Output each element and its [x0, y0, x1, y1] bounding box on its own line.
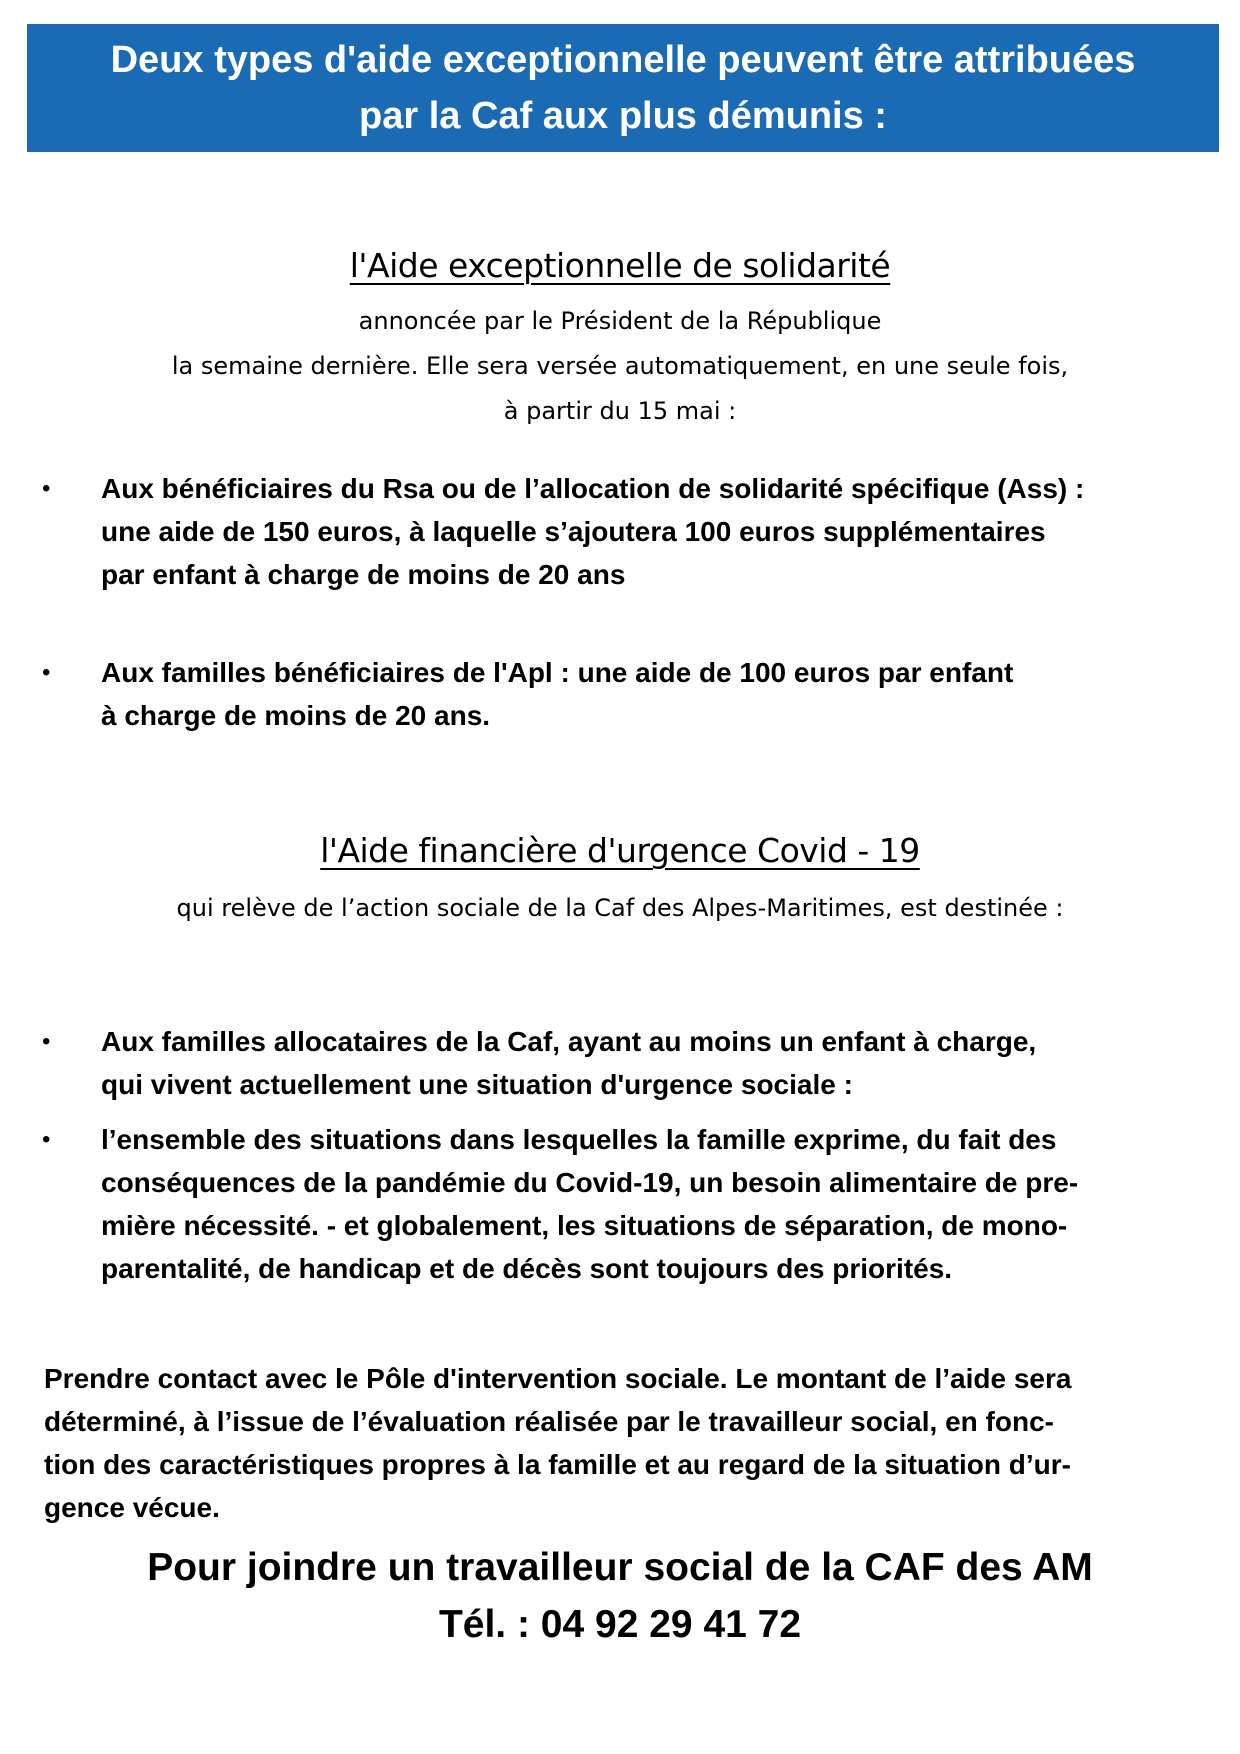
section1-bullet-2-line-2: à charge de moins de 20 ans. [101, 700, 491, 731]
section2-bullet-1-line-2: qui vivent actuellement une situation d'urgence sociale : [101, 1069, 853, 1100]
contact-phone: Tél. : 04 92 29 41 72 [438, 1603, 802, 1646]
section2-intro [0, 886, 1240, 931]
section1-title: l'Aide exceptionnelle de solidarité [349, 246, 891, 285]
section2-bullet-2-line-2: conséquences de la pandémie du Covid-19, un besoin alimentaire de pre- [101, 1167, 1079, 1198]
section2-title: l'Aide financière d'urgence Covid - 19 [320, 831, 920, 870]
section1-intro-line-2: la semaine dernière. Elle sera versée automatiquement, en une seule fois, [171, 352, 1069, 380]
section1-bullet-1 [40, 467, 1210, 596]
section1-bullet-2 [40, 651, 1210, 737]
bullet-icon: • [42, 1028, 51, 1055]
section2-intro-line: qui relève de l’action sociale de la Caf des Alpes-Maritimes, est destinée : [176, 894, 1064, 922]
section2-bullet-1 [40, 1020, 1210, 1106]
section1-intro-line-1: annoncée par le Président de la République [358, 307, 882, 335]
section2-bullet-2-line-4: parentalité, de handicap et de décès sont toujours des priorités. [101, 1253, 953, 1284]
closing-line-3: tion des caractéristiques propres à la famille et au regard de la situation d’ur- [44, 1449, 1071, 1480]
section1-bullet-1-line-2: une aide de 150 euros, à laquelle s’ajoutera 100 euros supplémentaires [101, 516, 1046, 547]
section1-intro [0, 299, 1240, 434]
section2-bullet-2-line-3: mière nécessité. - et globalement, les situations de séparation, de mono- [101, 1210, 1068, 1241]
closing-line-1: Prendre contact avec le Pôle d'intervention sociale. Le montant de l’aide sera [44, 1363, 1072, 1394]
section1-bullet-2-line-1: Aux familles bénéficiaires de l'Apl : une aide de 100 euros par enfant [101, 657, 1014, 688]
contact-line-1: Pour joindre un travailleur social de la CAF des AM [147, 1546, 1093, 1589]
section1-bullet-1-line-1: Aux bénéficiaires du Rsa ou de l’allocation de solidarité spécifique (Ass) : [101, 473, 1085, 504]
section1-bullet-1-line-3: par enfant à charge de moins de 20 ans [101, 559, 626, 590]
bullet-icon: • [42, 475, 51, 502]
contact-block [0, 1539, 1240, 1653]
section2-bullet-2-line-1: l’ensemble des situations dans lesquelles la famille exprime, du fait des [101, 1124, 1057, 1155]
closing-line-4: gence vécue. [44, 1492, 220, 1523]
bullet-icon: • [42, 659, 51, 686]
header-line-2: par la Caf aux plus démunis : [359, 95, 887, 137]
section2-bullet-2 [40, 1118, 1210, 1290]
section1-intro-line-3: à partir du 15 mai : [503, 397, 737, 425]
closing-line-2: déterminé, à l’issue de l’évaluation réalisée par le travailleur social, en fonc- [44, 1406, 1054, 1437]
bullet-icon: • [42, 1126, 51, 1153]
header-line-1: Deux types d'aide exceptionnelle peuvent être attribuées [110, 39, 1136, 81]
header-banner [27, 24, 1219, 152]
section2-bullet-1-line-1: Aux familles allocataires de la Caf, ayant au moins un enfant à charge, [101, 1026, 1037, 1057]
closing-paragraph [44, 1357, 1214, 1529]
